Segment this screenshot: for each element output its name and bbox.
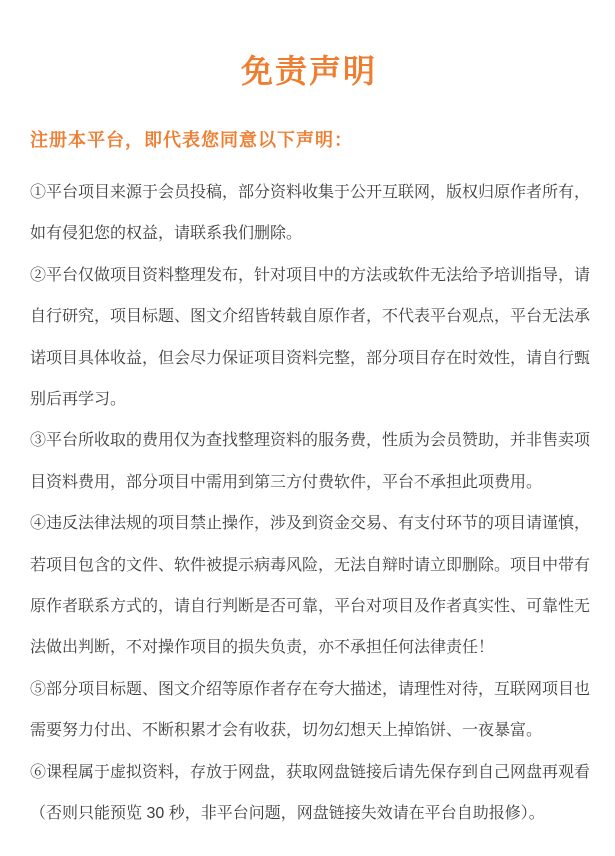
text-line: 目资料费用，部分项目中需用到第三方付费软件，平台不承担此项费用。 bbox=[30, 473, 543, 491]
text-line: 别后再学习。 bbox=[30, 391, 127, 409]
text-line: 法做出判断，不对操作项目的损失负责，亦不承担任何法律责任！ bbox=[30, 639, 495, 657]
text-line: ④违反法律法规的项目禁止操作，涉及到资金交易、有支付环节的项目请谨慎， bbox=[30, 515, 591, 533]
text-line: 原作者联系方式的，请自行判断是否可靠，平台对项目及作者真实性、可靠性无 bbox=[30, 598, 591, 616]
text-line: 若项目包含的文件、软件被提示病毒风险，无法自辩时请立即删除。项目中带有 bbox=[30, 556, 591, 574]
disclaimer-item-3 bbox=[30, 420, 591, 503]
text-line: ①平台项目来源于会员投稿，部分资料收集于公开互联网，版权归原作者所有， bbox=[30, 184, 591, 201]
text-line: 需要努力付出、不断积累才会有收获，切勿幻想天上掉馅饼、一夜暴富。 bbox=[30, 722, 543, 740]
text-line: 诺项目具体收益，但会尽力保证项目资料完整，部分项目存在时效性，请自行甄 bbox=[30, 349, 591, 367]
disclaimer-item-4 bbox=[30, 503, 591, 669]
text-line: ⑤部分项目标题、图文介绍等原作者存在夸大描述，请理性对待，互联网项目也 bbox=[30, 680, 591, 698]
disclaimer-item-1 bbox=[30, 172, 591, 255]
text-line: 如有侵犯您的权益，请联系我们删除。 bbox=[30, 225, 303, 243]
disclaimer-item-2 bbox=[30, 255, 591, 421]
text-line: ③平台所收取的费用仅为查找整理资料的服务费，性质为会员赞助，并非售卖项 bbox=[30, 432, 591, 450]
page-title: 免责声明 bbox=[240, 53, 377, 89]
text-line: ⑥课程属于虚拟资料，存放于网盘，获取网盘链接后请先保存到自己网盘再观看 bbox=[30, 763, 591, 781]
text-line: 自行研究，项目标题、图文介绍皆转载自原作者，不代表平台观点，平台无法承 bbox=[30, 308, 591, 326]
disclaimer-item-6 bbox=[30, 752, 591, 835]
intro-statement: 注册本平台，即代表您同意以下声明： bbox=[30, 130, 353, 150]
text-line: ②平台仅做项目资料整理发布，针对项目中的方法或软件无法给予培训指导，请 bbox=[30, 266, 591, 284]
text-line: （否则只能预览 30 秒，非平台问题，网盘链接失效请在平台自助报修）。 bbox=[30, 805, 545, 823]
disclaimer-item-5 bbox=[30, 669, 591, 752]
disclaimer-body bbox=[30, 172, 591, 835]
